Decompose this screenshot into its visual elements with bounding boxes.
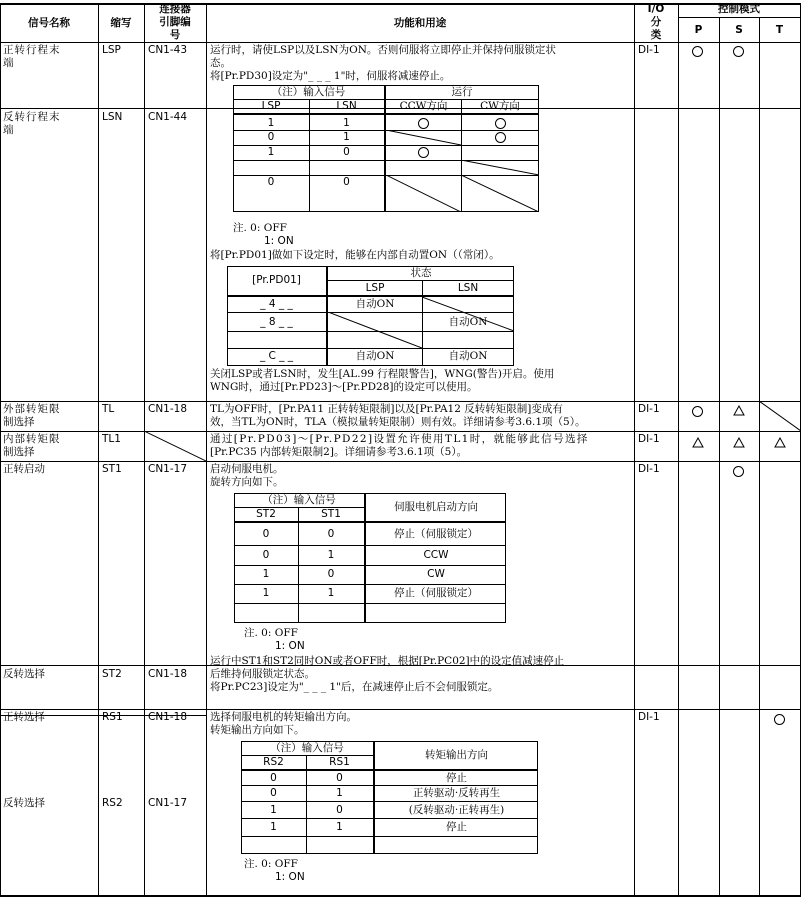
lsp-table-r1-cw-circle-icon: [495, 118, 506, 129]
row-lsp-name-1: 正转行程末: [3, 44, 61, 56]
st-table-r2-dir: CCW: [423, 549, 449, 561]
header-connector-pin-3: 号: [169, 29, 181, 41]
rs-table-r3-rs2: 1: [270, 804, 277, 816]
pd01-table-r1-param: _ 4 _ _: [260, 298, 293, 310]
lsp-table-header-cw: CW方向: [480, 100, 520, 112]
st-table-header-st1: ST1: [321, 508, 341, 520]
header-abbr: 缩写: [110, 17, 132, 29]
st-table-r2-st1: 1: [327, 549, 335, 561]
lsp-table-r4-lsp: 0: [267, 176, 275, 188]
row-lsp-pin: CN1-43: [148, 44, 188, 56]
row-lsp-io: DI-1: [638, 44, 660, 56]
header-function: 功能和用途: [393, 17, 447, 29]
st-desc-line2: 旋转方向如下。: [210, 476, 284, 488]
row-st1-pin: CN1-17: [148, 463, 188, 475]
st-note-line2: 1: ON: [275, 640, 305, 652]
lsp-close-line1: 关闭LSP或者LSN时，发生[AL.99 行程限警告]，WNG(警告)开启。使用: [210, 368, 555, 380]
st-table-r4-st2: 1: [262, 587, 270, 599]
row-lsn-abbr: LSN: [102, 111, 123, 123]
rs-table-r3-rs1: 0: [336, 804, 343, 816]
rs-note-line2: 1: ON: [275, 871, 305, 883]
rs-table-header-input: （注）输入信号: [270, 742, 344, 754]
lsp-table-header-operation: 运行: [451, 86, 473, 98]
lsp-table-r1-lsn: 1: [343, 117, 350, 129]
lsp-table-r2-lsp: 0: [267, 131, 275, 143]
row-rs2-abbr: RS2: [102, 797, 123, 809]
tl1-desc-line2: [Pr.PC35 内部转矩限制2]。详细请参考3.6.1项（5）。: [210, 446, 468, 458]
row-tl1-name-2: 制选择: [3, 446, 35, 458]
pd01-table-header-lsn: LSN: [457, 282, 479, 294]
mode-s-circle-icon: [733, 466, 744, 477]
pd01-table-r2-param: _ 8 _ _: [260, 316, 293, 328]
st-table-header-st2: ST2: [256, 508, 276, 520]
rs-note-line1: 注. 0: OFF: [244, 858, 298, 870]
pd01-table-r2-lsp-diagonal: [328, 312, 422, 348]
lsp-table-r3-lsp: 1: [267, 146, 275, 158]
pd01-desc: 将[Pr.PD01]做如下设定时，能够在内部自动置ON（（常闭）。: [210, 249, 500, 261]
lsp-note-line1: 注. 0: OFF: [233, 222, 287, 234]
lsp-close-line2: WNG时，通过[Pr.PD23]～[Pr.PD28]的设定可以使用。: [210, 381, 478, 393]
pd01-table-r1-lsp: 自动ON: [355, 298, 395, 310]
rs-table-r4-rs1: 1: [336, 821, 343, 833]
st-table-r3-dir: CW: [427, 568, 445, 580]
pd01-table-r3-lsn: 自动ON: [448, 350, 488, 362]
st-table-r4-st1: 1: [327, 587, 335, 599]
lsp-table-r2-cw-circle-icon: [495, 132, 506, 143]
row-rs1-pin: CN1-18: [148, 711, 188, 723]
lsp-desc-line3: 将[Pr.PD30]设定为"_ _ _ 1"时，伺服将减速停止。: [210, 70, 451, 82]
st-table-r2-st2: 0: [262, 549, 270, 561]
header-control-mode: 控制模式: [718, 3, 760, 15]
pd01-table-r3-lsp: 自动ON: [355, 350, 395, 362]
mode-t-not-applicable-diagonal: [759, 401, 801, 431]
row-lsn-name-1: 反转行程末: [3, 111, 61, 123]
rs-table-r1-dir: 停止: [446, 772, 467, 784]
row-st2-name: 反转选择: [3, 668, 45, 680]
st-after-line1: 运行中ST1和ST2同时ON或者OFF时，根据[Pr.PC02]中的设定值减速停止: [210, 655, 565, 667]
lsp-table-r3-lsn: 0: [343, 146, 350, 158]
rs-table-r1-rs1: 0: [336, 772, 343, 784]
rs-table-r3-dir: (反转驱动·正转再生): [408, 804, 505, 816]
rs-desc-line1: 选择伺服电机的转矩输出方向。: [210, 711, 357, 723]
row-tl1-abbr: TL1: [102, 433, 121, 445]
pd01-table-r2-lsn: 自动ON: [448, 316, 488, 328]
mode-s-triangle-icon: [733, 437, 745, 448]
rs-table-r2-dir: 正转驱动·反转再生: [412, 787, 501, 799]
mode-p-circle-icon: [692, 46, 703, 57]
st-table-r4-dir: 停止（伺服锁定）: [394, 587, 478, 599]
st-table-r1-st1: 0: [327, 528, 335, 540]
st-table-r1-st2: 0: [262, 528, 270, 540]
row-lsp-name-2: 端: [3, 57, 14, 69]
row-tl-name-1: 外部转矩限: [3, 403, 61, 415]
row-rs2-name: 反转选择: [3, 797, 45, 809]
lsp-desc-line2: 态。: [210, 57, 231, 69]
mode-t-circle-icon: [774, 714, 785, 725]
rs-table-header-direction: 转矩输出方向: [425, 749, 488, 761]
lsp-table-header-lsn: LSN: [336, 100, 357, 112]
st-note-line1: 注. 0: OFF: [244, 627, 298, 639]
lsp-table-header-input: （注）输入信号: [271, 86, 346, 98]
st-after-line3: 将Pr.PC23]设定为"_ _ _ 1"后，在减速停止后不会伺服锁定。: [210, 681, 499, 693]
rs-table-header-rs2: RS2: [263, 756, 284, 768]
header-signal-name: 信号名称: [28, 17, 70, 29]
st-table-r1-dir: 停止（伺服锁定）: [394, 528, 478, 540]
lsp-table-r4-ccw-diagonal: [386, 175, 461, 212]
pd01-table-header-param: [Pr.PD01]: [252, 274, 301, 286]
header-connector-pin-1: 连接器: [159, 3, 191, 15]
rs-table-r1-rs2: 0: [270, 772, 277, 784]
row-lsp-abbr: LSP: [102, 44, 121, 56]
mode-t-triangle-icon: [774, 437, 786, 448]
lsp-table-r4-lsn: 0: [343, 176, 350, 188]
rs-table-r4-dir: 停止: [446, 821, 467, 833]
st-table-header-direction: 伺服电机启动方向: [394, 501, 478, 513]
tl1-desc-line1: 通过[Pr.PD03]～[Pr.PD22]设置允许使用TL1时，就能够此信号选择: [210, 433, 589, 445]
pd01-table-r3-param: _ C _ _: [259, 350, 294, 362]
lsp-table-r1-ccw-circle-icon: [418, 118, 429, 129]
row-st1-name: 正转启动: [3, 463, 45, 475]
row-tl1-pin-not-applicable-diagonal: [144, 431, 206, 461]
mode-s-triangle-icon: [733, 405, 745, 416]
header-mode-s: S: [735, 24, 743, 36]
st-after-line2: 后维持伺服锁定状态。: [210, 668, 315, 680]
row-tl-name-2: 制选择: [3, 416, 35, 428]
rs-table-r2-rs2: 0: [270, 787, 277, 799]
st-table-header-input: （注）输入信号: [262, 494, 336, 506]
lsp-note-line2: 1: ON: [264, 235, 294, 247]
row-rs2-pin: CN1-17: [148, 797, 188, 809]
lsp-table-header-ccw: CCW方向: [399, 100, 448, 112]
lsp-table-r4-cw-diagonal: [461, 175, 539, 212]
lsp-table-r3-ccw-circle-icon: [418, 147, 429, 158]
row-rs1-name: 正转选择: [3, 711, 45, 723]
pd01-table-header-state: 状态: [410, 267, 432, 279]
rs-table-r2-rs1: 1: [336, 787, 343, 799]
rs-desc-line2: 转矩输出方向如下。: [210, 724, 305, 736]
row-rs1-abbr: RS1: [102, 711, 123, 723]
rs-table-r4-rs2: 1: [270, 821, 277, 833]
lsp-table-r3-cw-diagonal: [461, 160, 539, 175]
row-tl1-io: DI-1: [638, 433, 660, 445]
tl-desc-line2: 效，当TL为ON时，TLA（模拟量转矩限制）则有效。详细请参考3.6.1项（5）。: [210, 416, 586, 428]
row-tl-pin: CN1-18: [148, 403, 188, 415]
st-desc-line1: 启动伺服电机。: [210, 463, 284, 475]
rs-table-header-rs1: RS1: [329, 756, 350, 768]
row-st1-abbr: ST1: [102, 463, 122, 475]
row-rs1-io: DI-1: [638, 711, 660, 723]
row-lsn-name-2: 端: [3, 124, 14, 136]
lsp-desc-line1: 运行时，请使LSP以及LSN为ON。否则伺服将立即停止并保持伺服锁定状: [210, 44, 556, 56]
tl-desc-line1: TL为OFF时，[Pr.PA11 正转转矩限制]以及[Pr.PA12 反转转矩限制]变成有: [210, 403, 563, 415]
header-io-2: 分: [650, 16, 662, 28]
mode-p-triangle-icon: [692, 437, 704, 448]
row-tl1-name-1: 内部转矩限: [3, 433, 61, 445]
st-table-r3-st2: 1: [262, 568, 270, 580]
lsp-table-header-lsp: LSP: [261, 100, 281, 112]
lsp-table-r1-lsp: 1: [267, 117, 275, 129]
pd01-table-header-lsp: LSP: [365, 282, 385, 294]
row-st2-abbr: ST2: [102, 668, 122, 680]
row-tl-abbr: TL: [102, 403, 115, 415]
mode-s-circle-icon: [733, 46, 744, 57]
mode-p-circle-icon: [692, 406, 703, 417]
header-mode-p: P: [694, 24, 703, 36]
header-io-3: 类: [650, 29, 662, 41]
lsp-table-r2-ccw-diagonal: [386, 130, 461, 145]
st-table-r3-st1: 0: [327, 568, 335, 580]
row-lsn-pin: CN1-44: [148, 111, 188, 123]
row-st1-io: DI-1: [638, 463, 660, 475]
header-connector-pin-2: 引脚编: [159, 16, 191, 28]
row-st2-pin: CN1-18: [148, 668, 188, 680]
lsp-table-r2-lsn: 1: [343, 131, 350, 143]
header-io-1: I/O: [647, 3, 665, 15]
row-tl-io: DI-1: [638, 403, 660, 415]
header-mode-t: T: [775, 24, 784, 36]
